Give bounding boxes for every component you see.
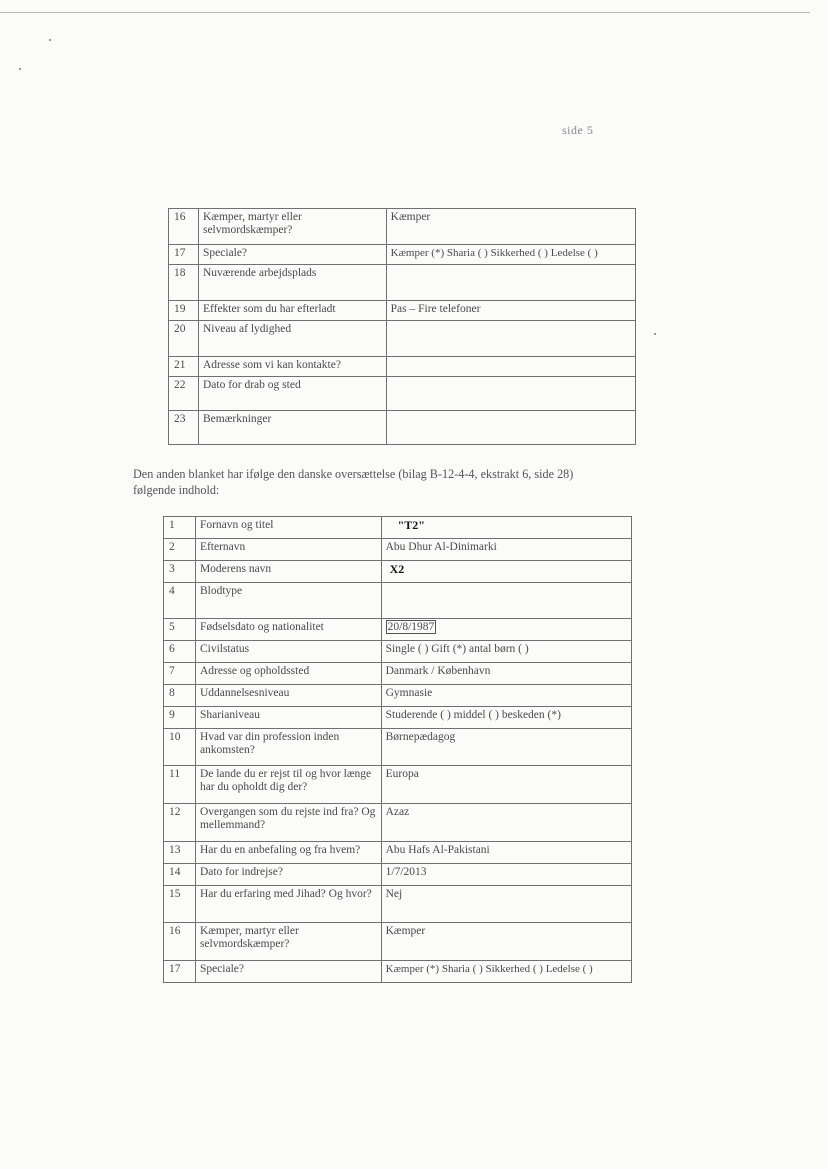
row-number: 13 <box>164 842 196 864</box>
row-question: Nuværende arbejdsplads <box>198 265 386 301</box>
row-answer: Børnepædagog <box>381 729 631 766</box>
table-row <box>169 357 636 377</box>
row-number: 22 <box>169 377 199 411</box>
row-number: 21 <box>169 357 199 377</box>
row-question: Niveau af lydighed <box>198 321 386 357</box>
row-answer: Nej <box>381 886 631 923</box>
row-question: Moderens navn <box>195 561 381 583</box>
table-row <box>169 321 636 357</box>
row-number: 6 <box>164 641 196 663</box>
row-question: Bemærkninger <box>198 411 386 445</box>
row-number: 2 <box>164 539 196 561</box>
scan-speck <box>654 333 656 335</box>
table-row <box>164 961 632 983</box>
table-row <box>164 583 632 619</box>
scan-speck <box>19 68 21 70</box>
row-answer: Kæmper (*) Sharia ( ) Sikkerhed ( ) Ledelse ( ) <box>381 961 631 983</box>
table-row <box>164 517 632 539</box>
table-row <box>164 561 632 583</box>
redacted-first-name: "T2" <box>397 518 425 532</box>
table-row <box>164 886 632 923</box>
row-number: 16 <box>169 209 199 245</box>
row-question: Civilstatus <box>195 641 381 663</box>
table-row <box>164 539 632 561</box>
row-answer <box>386 265 635 301</box>
row-answer: Gymnasie <box>381 685 631 707</box>
row-number: 7 <box>164 663 196 685</box>
table-row <box>164 804 632 842</box>
row-number: 12 <box>164 804 196 842</box>
page-number: side 5 <box>562 123 594 137</box>
row-question: Har du erfaring med Jihad? Og hvor? <box>195 886 381 923</box>
row-question: Adresse og opholdssted <box>195 663 381 685</box>
row-answer: Pas – Fire telefoner <box>386 301 635 321</box>
row-question: Kæmper, martyr eller selvmordskæmper? <box>195 923 381 961</box>
row-question: Speciale? <box>198 245 386 265</box>
row-question: Sharianiveau <box>195 707 381 729</box>
row-number: 15 <box>164 886 196 923</box>
row-question: Kæmper, martyr eller selvmordskæmper? <box>198 209 386 245</box>
scan-edge-line <box>0 12 810 13</box>
table-row <box>164 864 632 886</box>
row-number: 4 <box>164 583 196 619</box>
table-row <box>164 663 632 685</box>
row-number: 23 <box>169 411 199 445</box>
row-question: Adresse som vi kan kontakte? <box>198 357 386 377</box>
intro-paragraph: Den anden blanket har ifølge den danske oversættelse (bilag B-12-4-4, ekstrakt 6, side 28) følgende indhold: <box>133 467 574 497</box>
table-row <box>169 245 636 265</box>
table-row <box>164 923 632 961</box>
row-question: Uddannelsesniveau <box>195 685 381 707</box>
row-number: 5 <box>164 619 196 641</box>
row-answer: Azaz <box>381 804 631 842</box>
row-number: 11 <box>164 766 196 804</box>
row-number: 3 <box>164 561 196 583</box>
row-answer <box>386 411 635 445</box>
row-number: 14 <box>164 864 196 886</box>
table-row <box>169 265 636 301</box>
row-answer: Kæmper <box>386 209 635 245</box>
row-question: Blodtype <box>195 583 381 619</box>
row-answer: Studerende ( ) middel ( ) beskeden (*) <box>381 707 631 729</box>
row-question: Fødselsdato og nationalitet <box>195 619 381 641</box>
questionnaire-table-continued <box>168 208 636 445</box>
row-question: Effekter som du har efterladt <box>198 301 386 321</box>
row-answer: Abu Hafs Al-Pakistani <box>381 842 631 864</box>
row-number: 18 <box>169 265 199 301</box>
row-question: Overgangen som du rejste ind fra? Og mellemmand? <box>195 804 381 842</box>
table-row <box>164 619 632 641</box>
redacted-mother-name: X2 <box>389 562 405 576</box>
row-answer: Kæmper <box>381 923 631 961</box>
row-number: 20 <box>169 321 199 357</box>
row-number: 10 <box>164 729 196 766</box>
row-answer <box>386 377 635 411</box>
row-question: De lande du er rejst til og hvor længe har du opholdt dig der? <box>195 766 381 804</box>
row-answer <box>381 517 631 539</box>
row-answer: Abu Dhur Al-Dinimarki <box>381 539 631 561</box>
table-row <box>164 685 632 707</box>
table-row <box>164 707 632 729</box>
row-question: Dato for drab og sted <box>198 377 386 411</box>
row-question: Fornavn og titel <box>195 517 381 539</box>
table-row <box>169 377 636 411</box>
row-question: Har du en anbefaling og fra hvem? <box>195 842 381 864</box>
row-answer: Danmark / København <box>381 663 631 685</box>
row-number: 8 <box>164 685 196 707</box>
row-answer: 1/7/2013 <box>381 864 631 886</box>
row-question: Speciale? <box>195 961 381 983</box>
row-number: 9 <box>164 707 196 729</box>
table-row <box>169 301 636 321</box>
row-number: 1 <box>164 517 196 539</box>
table-row <box>164 729 632 766</box>
scan-speck <box>49 39 51 41</box>
table-row <box>164 766 632 804</box>
table-row <box>169 209 636 245</box>
row-answer <box>381 561 631 583</box>
table-row <box>169 411 636 445</box>
table-row <box>164 842 632 864</box>
row-answer <box>381 619 631 641</box>
row-number: 19 <box>169 301 199 321</box>
row-question: Efternavn <box>195 539 381 561</box>
row-number: 17 <box>169 245 199 265</box>
row-answer <box>386 357 635 377</box>
row-answer: Kæmper (*) Sharia ( ) Sikkerhed ( ) Ledelse ( ) <box>386 245 635 265</box>
row-question: Hvad var din profession inden ankomsten? <box>195 729 381 766</box>
row-number: 16 <box>164 923 196 961</box>
questionnaire-table-second-form <box>163 516 632 983</box>
row-answer <box>386 321 635 357</box>
row-answer: Single ( ) Gift (*) antal børn ( ) <box>381 641 631 663</box>
row-number: 17 <box>164 961 196 983</box>
row-question: Dato for indrejse? <box>195 864 381 886</box>
row-answer: Europa <box>381 766 631 804</box>
row-answer <box>381 583 631 619</box>
table-row <box>164 641 632 663</box>
birthdate-value: 20/8/1987 <box>387 621 435 633</box>
